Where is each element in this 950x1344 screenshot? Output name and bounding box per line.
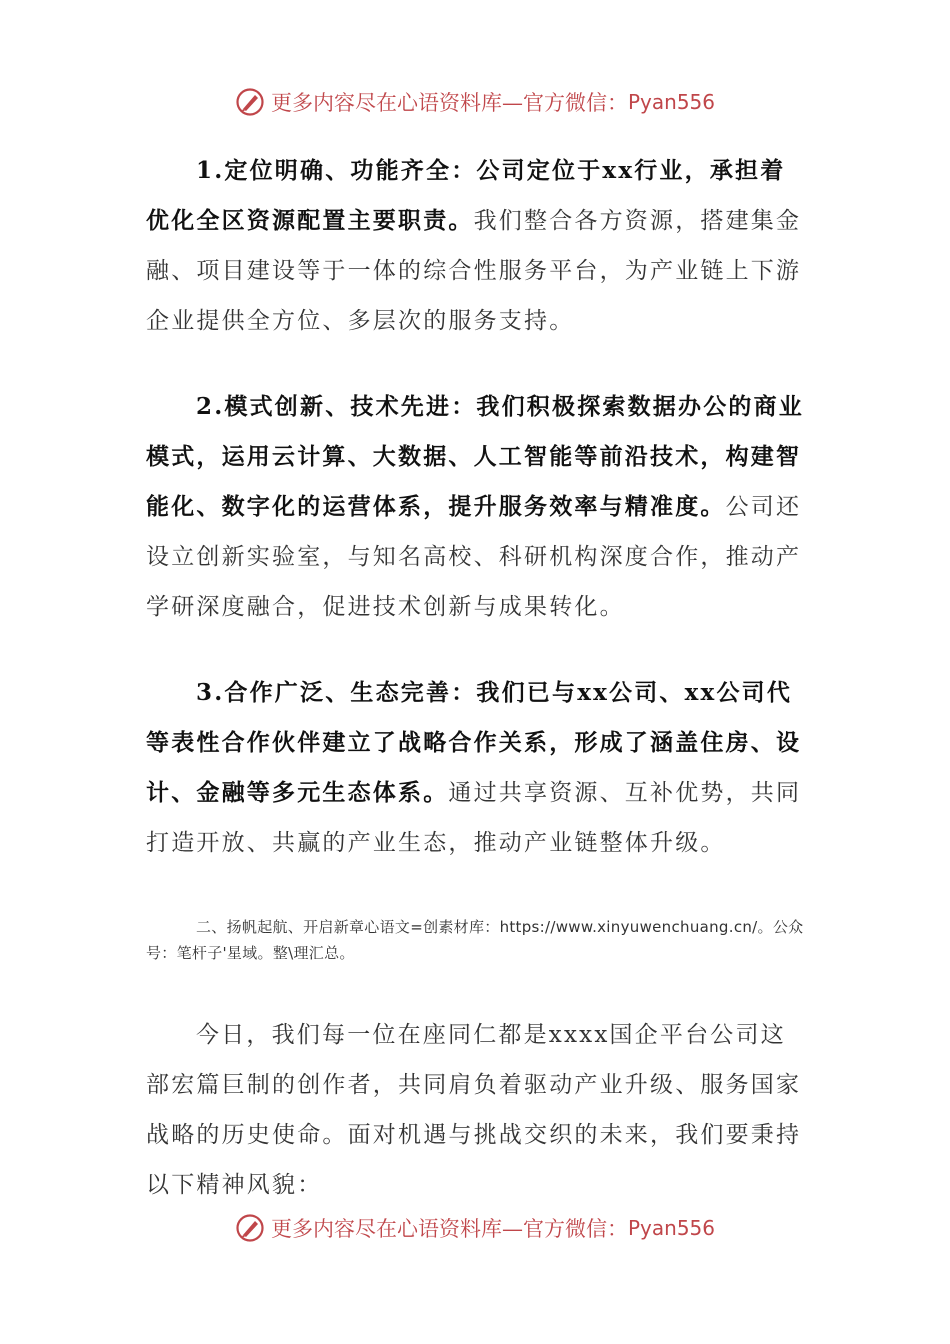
banner-handle: Pyan556 (627, 90, 715, 114)
paragraph-3 (146, 668, 806, 868)
paragraph-1-text: 我们整合各方资源，搭建集金融、项目建设等于一体的综合性服务平台，为产业链上下游企业提供全方位、多层次的服务支持。 (146, 208, 802, 334)
paragraph-2 (146, 382, 806, 632)
banner-text: 更多内容尽在心语资料库—官方微信： (270, 91, 628, 115)
banner-handle: Pyan556 (627, 1216, 715, 1240)
pen-logo-icon (235, 1213, 265, 1243)
paragraph-1 (146, 146, 806, 346)
paragraph-2-text: 公司还设立创新实验室，与知名高校、科研机构深度合作，推动产学研深度融合，促进技术创新与成果转化。 (146, 494, 802, 620)
paragraph-1-bold: 1.定位明确、功能齐全：公司定位于xx行业，承担着优化全区资源配置主要职责。 (146, 157, 786, 234)
closing-paragraph (146, 1010, 806, 1210)
header-watermark-banner (0, 82, 950, 122)
paragraph-2-bold: 2.模式创新、技术先进：我们积极探索数据办公的商业模式，运用云计算、大数据、人工智能等前沿技术，构建智能化、数字化的运营体系，提升服务效率与精准度。 (146, 393, 805, 520)
source-note: 二、扬帆起航、开启新章心语文=创素材库：https://www.xinyuwenchuang.cn/。公众号：笔杆子'星域。整\理汇总。 (146, 918, 804, 962)
paragraph-3-text: 通过共享资源、互补优势，共同打造开放、共赢的产业生态，推动产业链整体升级。 (146, 780, 802, 856)
pen-logo-icon (235, 87, 265, 117)
paragraph-3-bold: 3.合作广泛、生态完善：我们已与xx公司、xx公司代等表性合作伙伴建立了战略合作关系，形成了涵盖住房、设计、金融等多元生态体系。 (146, 679, 802, 806)
banner-text: 更多内容尽在心语资料库—官方微信： (270, 1217, 628, 1241)
footer-watermark-banner (0, 1208, 950, 1248)
document-body (146, 146, 806, 1210)
closing-text: 今日，我们每一位在座同仁都是xxxx国企平台公司这部宏篇巨制的创作者，共同肩负着驱动产业升级、服务国家战略的历史使命。面对机遇与挑战交织的未来，我们要秉持以下精神风貌： (146, 1022, 802, 1198)
